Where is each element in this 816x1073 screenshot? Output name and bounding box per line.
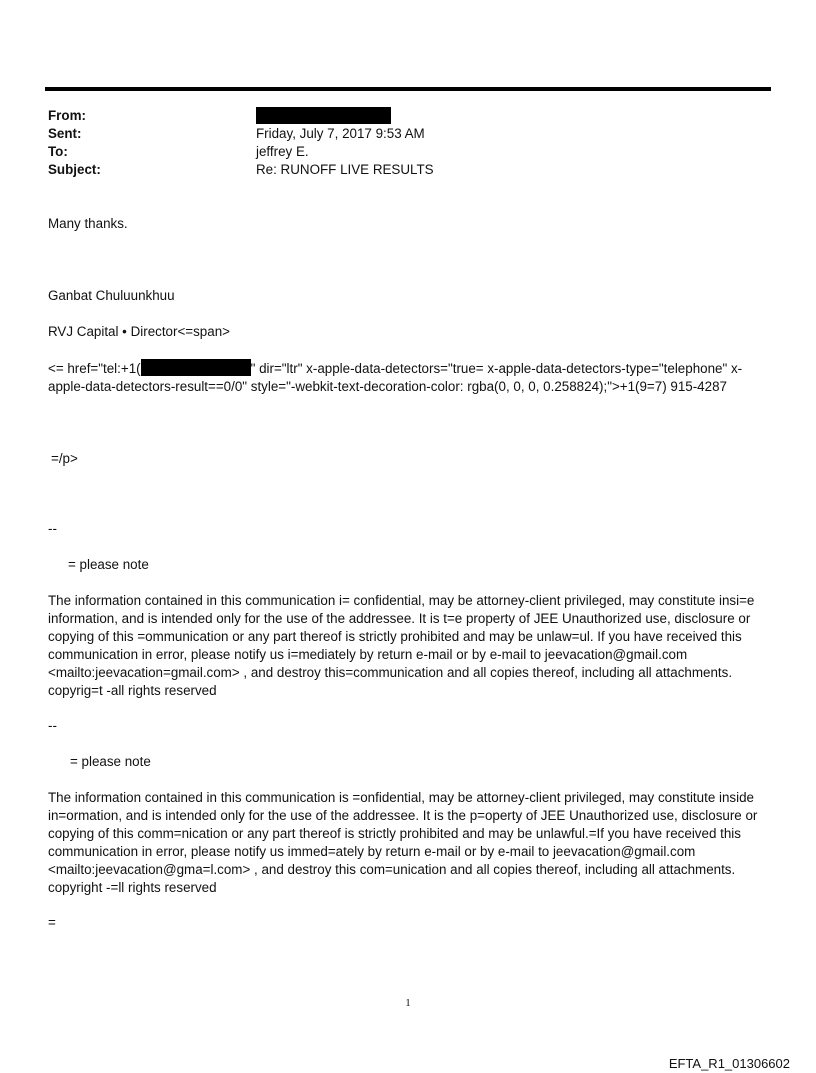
signature-name: Ganbat Chuluunkhuu [48,288,175,303]
separator-1: -- [48,521,57,536]
trailing-equals: = [48,915,56,930]
paragraph-close: =/p> [51,451,78,466]
signature-title: RVJ Capital • Director<=span> [48,324,230,339]
subject-value: Re: RUNOFF LIVE RESULTS [256,162,434,177]
to-value: jeffrey E. [256,144,309,159]
please-note-2: = please note [70,754,151,769]
from-label: From: [48,108,86,123]
from-redaction [256,107,391,124]
phone-redaction [141,359,251,376]
header-rule [45,87,771,91]
from-row [48,107,748,125]
subject-label: Subject: [48,162,101,177]
email-header [48,107,748,179]
disclaimer-1: The information contained in this communication i= confidential, may be attorney-client privileged, may constitute insi=e information, and is intended only for the use of the addressee. It is t=e property of JEE Unauthorized use, disclosure or copying of this =ommunication or any part thereof is strictly prohibited and may be unlaw=ul. If you have received this communication in error, please notify us i=mediately by return e-mail or by e-mail to jeevacation@gmail.com <mailto:jeevacation=gmail.com> , and destroy this=communication and all copies thereof, including all attachments. copyrig=t -all rights reserved [48,593,755,698]
page-number: 1 [405,997,411,1009]
sent-label: Sent: [48,126,82,141]
please-note-1: = please note [68,557,149,572]
subject-row [48,161,748,179]
bates-number: EFTA_R1_01306602 [668,1056,790,1071]
disclaimer-2: The information contained in this communication is =onfidential, may be attorney-client privileged, may constitute inside in=ormation, and is intended only for the use of the addressee. It is the p=operty of JEE Unauthorized use, disclosure or copying of this comm=nication or any part thereof is strictly prohibited and may be unlawful.=If you have received this communication in error, please notify us immed=ately by return e-mail or by e-mail to jeevacation@gmail.com <mailto:jeevacation@gma=l.com> , and destroy this com=unication and all copies thereof, including all attachments. copyright -=ll rights reserved [48,790,758,895]
link-prefix: <= href="tel:+1( [48,361,141,376]
to-label: To: [48,144,68,159]
sent-value: Friday, July 7, 2017 9:53 AM [256,126,425,141]
separator-2: -- [48,718,57,733]
greeting: Many thanks. [48,216,128,231]
phone-link-markup [48,359,763,396]
to-row [48,143,748,161]
link-suffix: " dir="ltr" x-apple-data-detectors="true= x-apple-data-detectors-type="telephone" x- [250,361,743,376]
sent-row [48,125,748,143]
link-line2: apple-data-detectors-result==0/0" style="-webkit-text-decoration-color: rgba(0, 0, 0, 0.258824);">+1(9=7) 915-4287 [48,379,727,394]
